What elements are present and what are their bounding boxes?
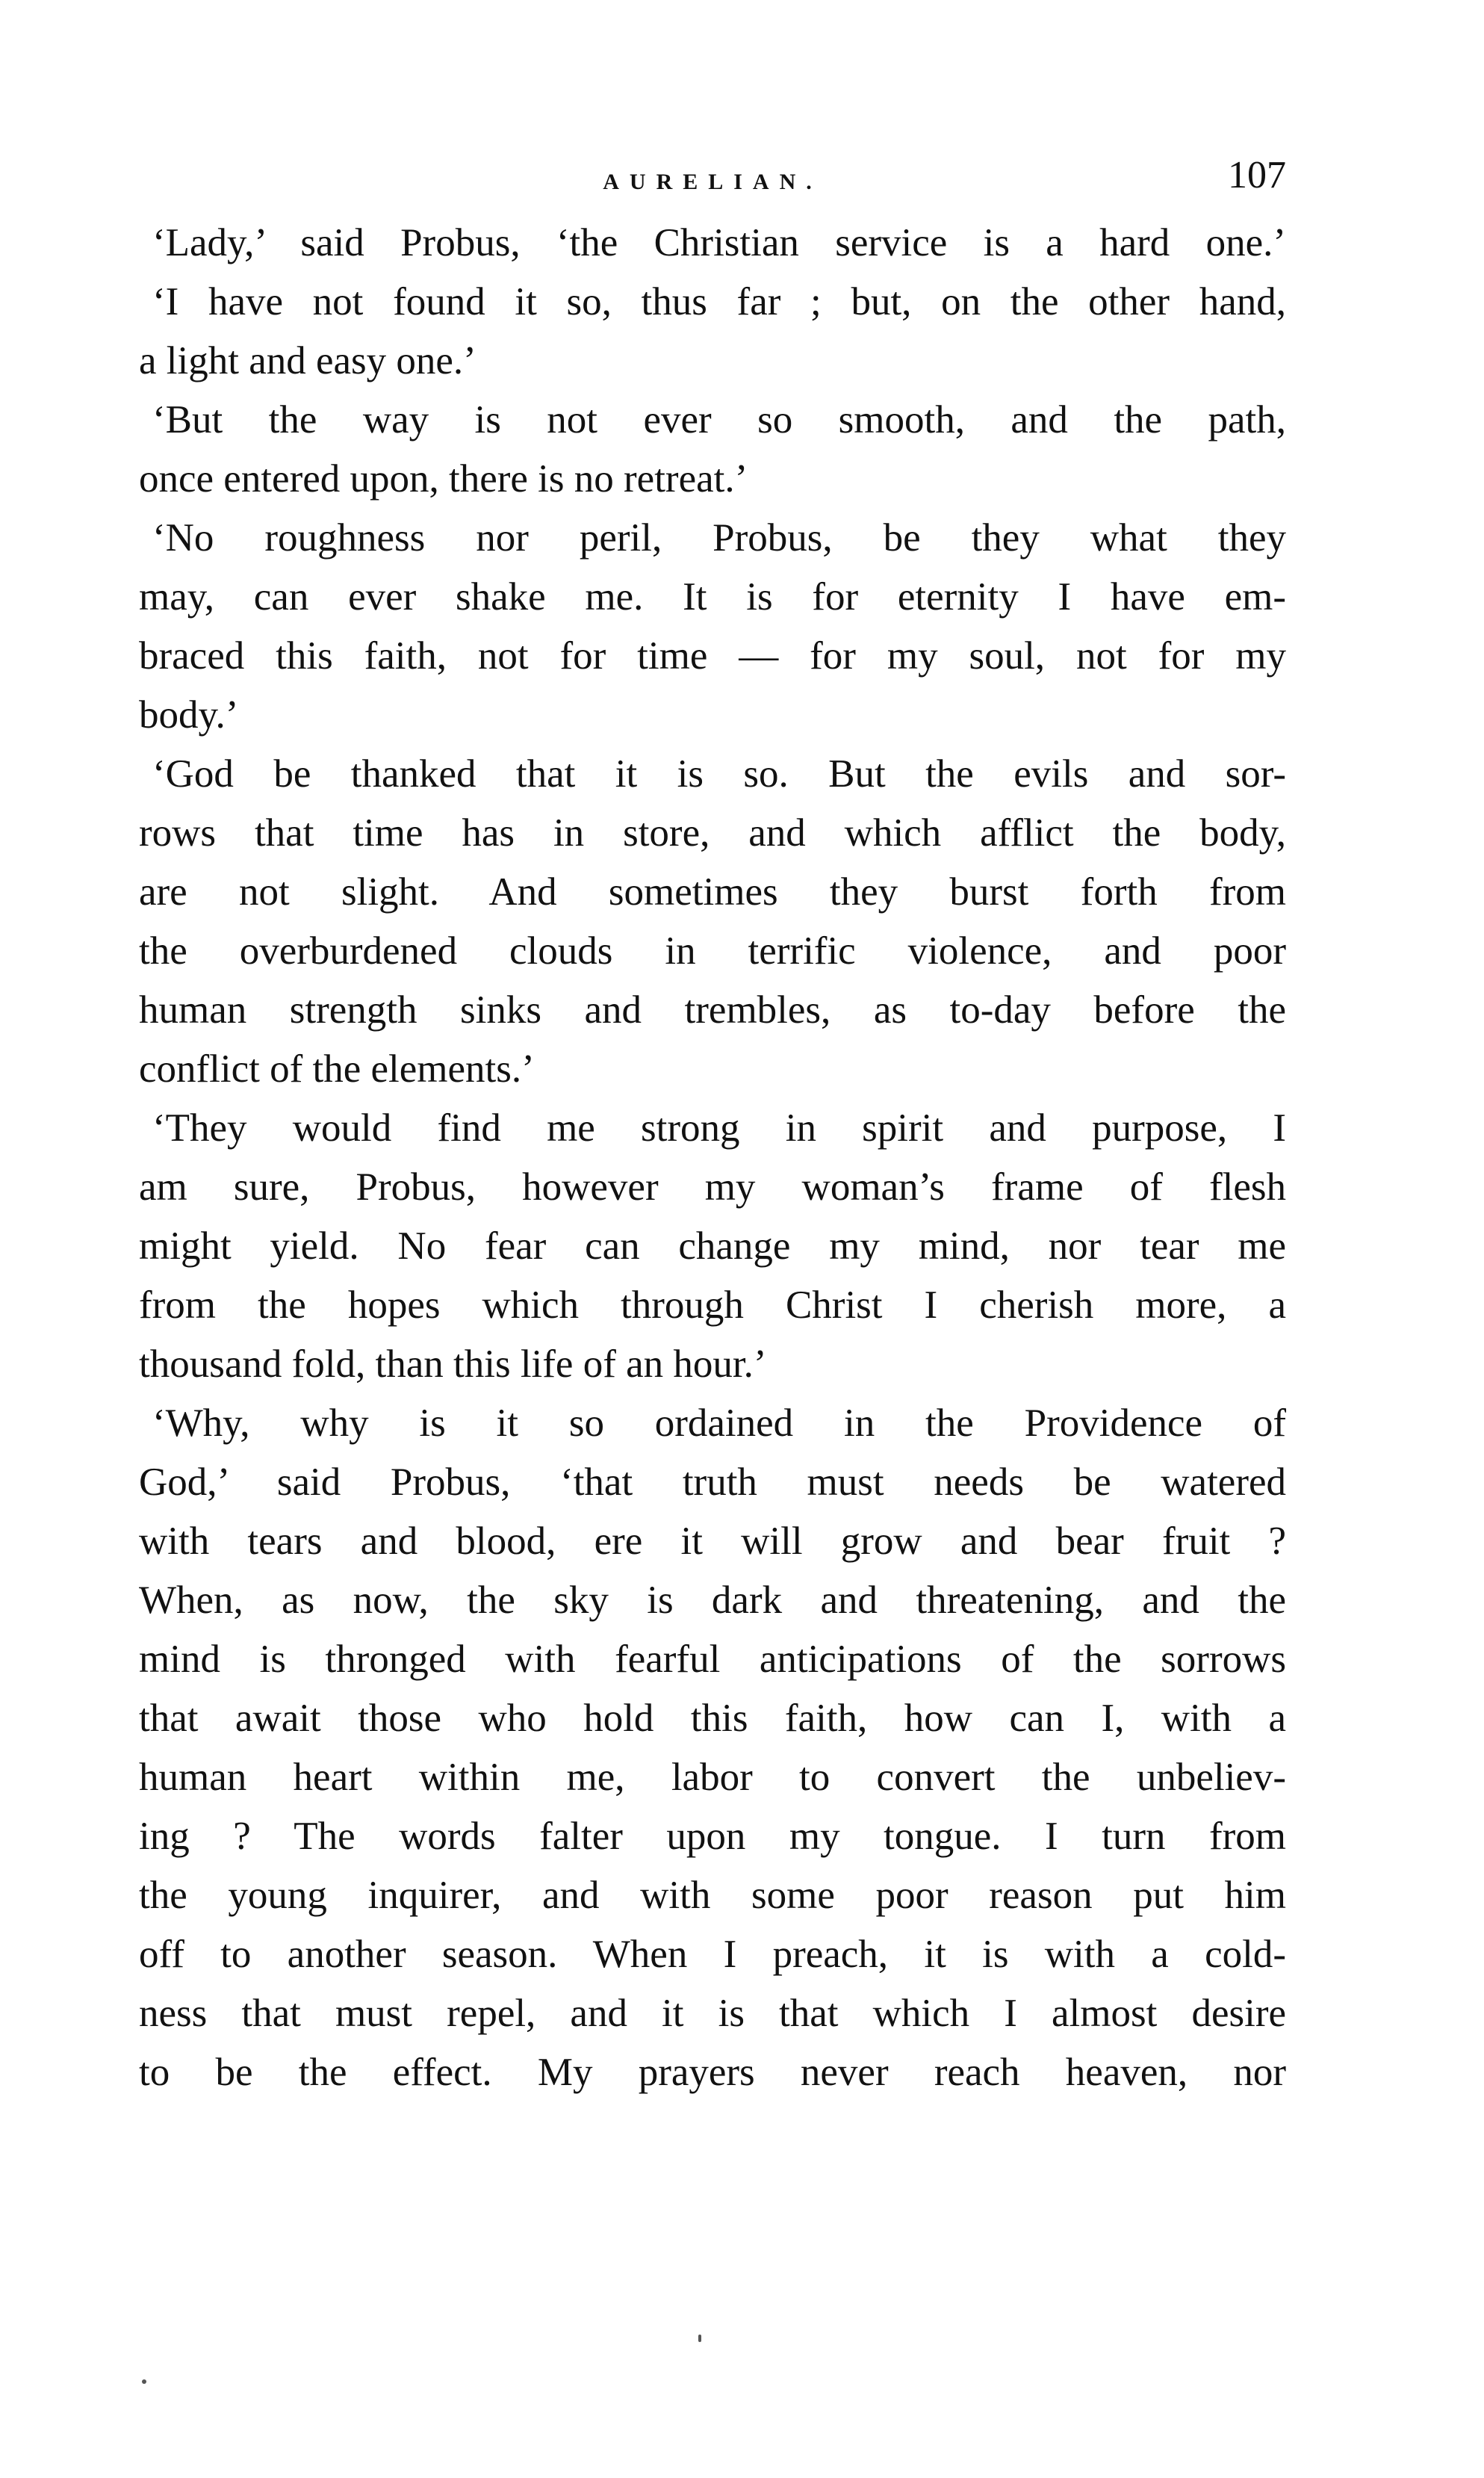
text-line: ‘I have not found it so, thus far ; but, on the other hand, (152, 280, 1286, 323)
text-line: ‘They would find me strong in spirit and purpose, I (152, 1106, 1286, 1150)
text-line: When, as now, the sky is dark and threatening, and the (139, 1579, 1286, 1622)
text-line: am sure, Probus, however my woman’s frame of flesh (139, 1165, 1286, 1209)
text-line: to be the effect. My prayers never reach heaven, nor (139, 2051, 1286, 2094)
text-line: that await those who hold this faith, how can I, with a (139, 1697, 1286, 1740)
body-text (139, 214, 1286, 2102)
running-head (139, 153, 1286, 205)
text-line: ness that must repel, and it is that which I almost desire (139, 1992, 1286, 2035)
text-line: ‘No roughness nor peril, Probus, be they what they (152, 516, 1286, 560)
text-line: might yield. No fear can change my mind, nor tear me (139, 1224, 1286, 1268)
text-line: may, can ever shake me. It is for eternity I have em- (139, 575, 1286, 619)
text-line: mind is thronged with fearful anticipations of the sorrows (139, 1638, 1286, 1681)
stray-mark (142, 2379, 146, 2384)
text-line: ing ? The words falter upon my tongue. I turn from (139, 1815, 1286, 1858)
text-line: ‘Lady,’ said Probus, ‘the Christian service is a hard one.’ (152, 221, 1286, 264)
text-line: once entered upon, there is no retreat.’ (139, 457, 748, 501)
text-line: body.’ (139, 693, 239, 737)
text-line: are not slight. And sometimes they burst forth from (139, 870, 1286, 914)
text-line: God,’ said Probus, ‘that truth must needs be watered (139, 1461, 1286, 1504)
text-line: human heart within me, labor to convert the unbeliev- (139, 1756, 1286, 1799)
text-line: rows that time has in store, and which afflict the body, (139, 811, 1286, 855)
text-line: from the hopes which through Christ I cherish more, a (139, 1283, 1286, 1327)
text-line: ‘But the way is not ever so smooth, and the path, (152, 398, 1286, 442)
text-line: with tears and blood, ere it will grow and bear fruit ? (139, 1520, 1286, 1563)
text-line: ‘Why, why is it so ordained in the Providence of (152, 1401, 1286, 1445)
text-line: the overburdened clouds in terrific violence, and poor (139, 929, 1286, 973)
stray-mark (698, 2335, 701, 2342)
text-line: conflict of the elements.’ (139, 1047, 535, 1091)
text-line: off to another season. When I preach, it is with a cold- (139, 1933, 1286, 1976)
page-number: 107 (1228, 154, 1286, 196)
text-line: ‘God be thanked that it is so. But the evils and sor- (152, 752, 1286, 796)
running-title: AURELIAN. (603, 170, 822, 194)
text-line: thousand fold, than this life of an hour.’ (139, 1342, 767, 1386)
text-line: braced this faith, not for time — for my soul, not for my (139, 634, 1286, 678)
text-line: human strength sinks and trembles, as to-day before the (139, 988, 1286, 1032)
text-line: the young inquirer, and with some poor reason put him (139, 1874, 1286, 1917)
text-line: a light and easy one.’ (139, 339, 476, 382)
